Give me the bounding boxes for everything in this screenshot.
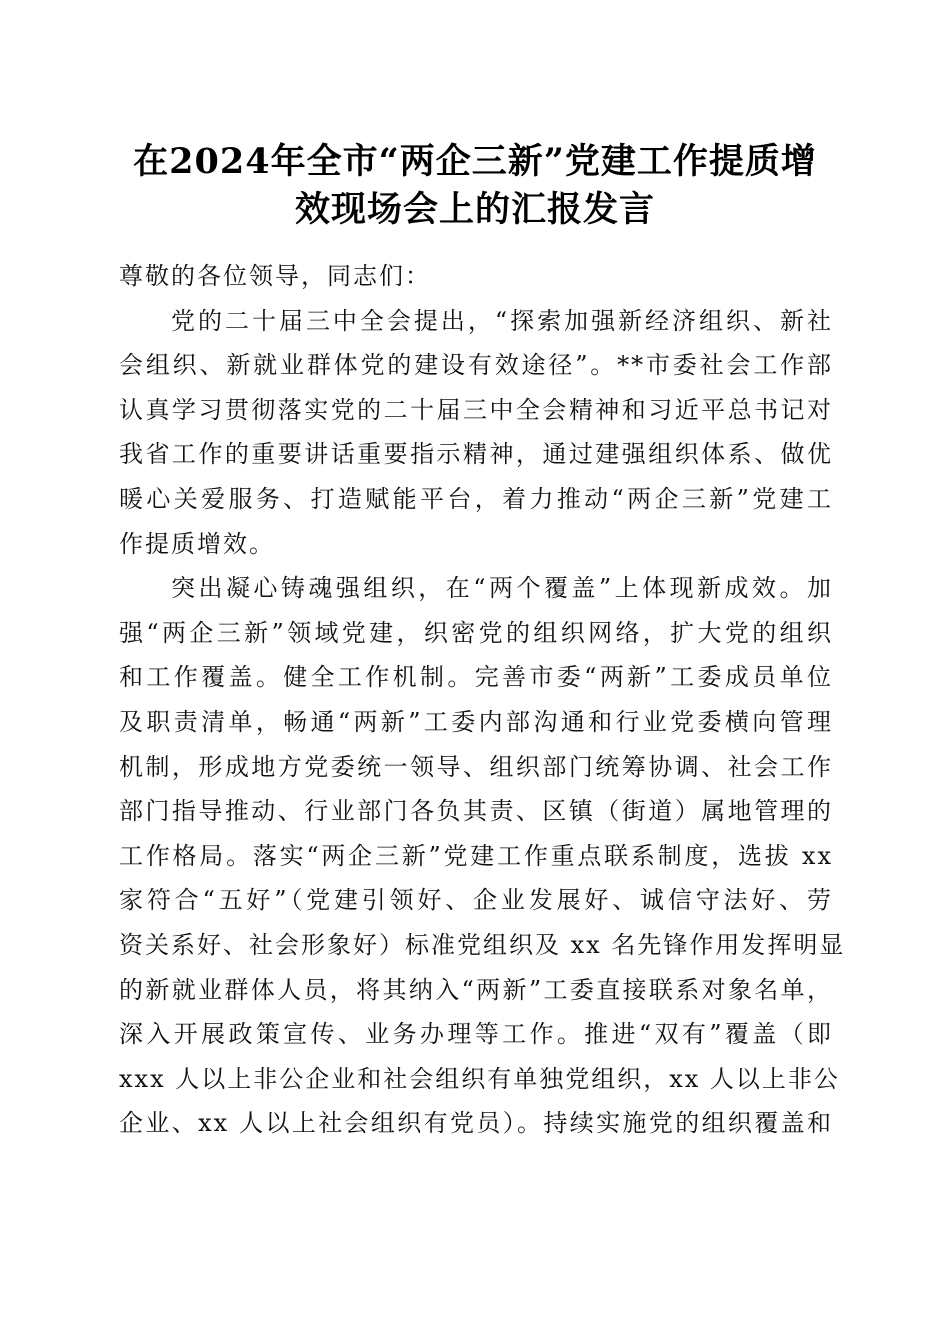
paragraph-1-line: 暖心关爱服务、打造赋能平台，着力推动“两企三新”党建工 [119,484,833,513]
paragraph-2-line: 家符合“五好”（党建引领好、企业发展好、诚信守法好、劳 [119,886,833,915]
paragraph-2-line: 突出凝心铸魂强组织，在“两个覆盖”上体现新成效。加 [171,574,833,603]
paragraph-2-line: 的新就业群体人员，将其纳入“两新”工委直接联系对象名单， [119,975,833,1004]
paragraph-1-line: 认真学习贯彻落实党的二十届三中全会精神和习近平总书记对 [119,395,833,424]
paragraph-2-line: 部门指导推动、行业部门各负其责、区镇（街道）属地管理的 [119,797,833,826]
title-line-2: 效现场会上的汇报发言 [294,189,655,230]
salutation: 尊敬的各位领导，同志们： [119,262,431,290]
paragraph-2-line: 和工作覆盖。健全工作机制。完善市委“两新”工委成员单位 [119,663,833,692]
paragraph-2-line: 工作格局。落实“两企三新”党建工作重点联系制度，选拔 xx [119,841,833,870]
paragraph-1-line: 会组织、新就业群体党的建设有效途径”。**市委社会工作部 [119,351,833,380]
paragraph-2-line: 企业、xx 人以上社会组织有党员）。持续实施党的组织覆盖和 [119,1109,833,1138]
paragraph-2-line: 强“两企三新”领域党建，织密党的组织网络，扩大党的组织 [119,618,833,647]
document-body [119,254,846,1146]
paragraph-1-line: 我省工作的重要讲话重要指示精神，通过建强组织体系、做优 [119,440,833,469]
paragraph-2-line: 深入开展政策宣传、业务办理等工作。推进“双有”覆盖（即 [119,1020,833,1049]
paragraph-2-line: xxx 人以上非公企业和社会组织有单独党组织，xx 人以上非公 [119,1064,840,1093]
paragraph-2-line: 机制，形成地方党委统一领导、组织部门统筹协调、社会工作 [119,752,833,781]
document-title [100,138,850,234]
paragraph-2-line: 及职责清单，畅通“两新”工委内部沟通和行业党委横向管理 [119,707,833,736]
paragraph-1-line: 党的二十届三中全会提出，“探索加强新经济组织、新社 [171,306,833,335]
paragraph-2-line: 资关系好、社会形象好）标准党组织及 xx 名先锋作用发挥明显 [119,930,846,959]
paragraph-1-line: 作提质增效。 [119,529,275,558]
title-line-1: 在2024年全市“两企三新”党建工作提质增 [133,141,817,182]
